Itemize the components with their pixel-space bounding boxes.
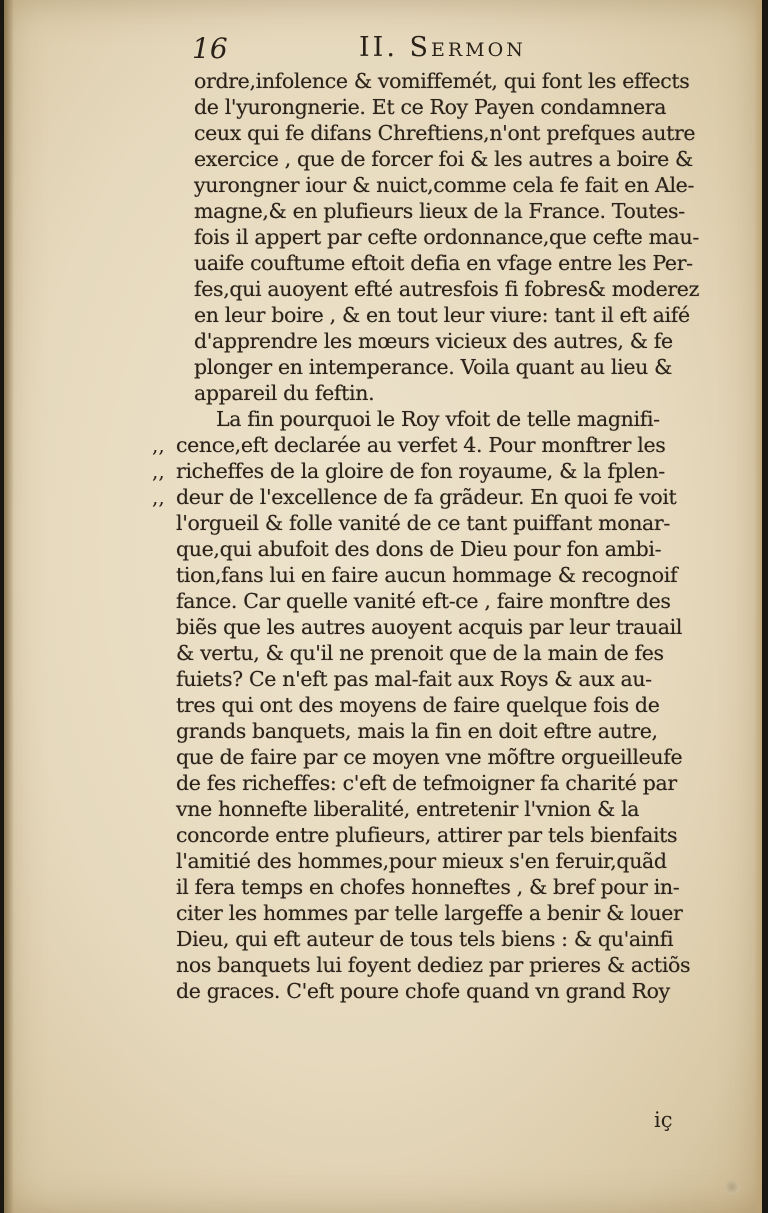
paper-stain <box>724 1179 740 1195</box>
page-shadow-left <box>4 0 14 1213</box>
text-line: fance. Car quelle vanité eft-ce , faire monftre des <box>176 589 671 613</box>
text-line: ordre,infolence & vomiffemét, qui font les effects <box>194 69 690 93</box>
text-line: richeffes de la gloire de fon royaume, & la fplen- <box>176 459 665 483</box>
text-line: concorde entre plufieurs, attirer par tels bienfaits <box>176 823 678 847</box>
catchword-signature: iç <box>654 1108 673 1132</box>
book-page <box>4 0 762 1213</box>
text-line: tion,fans lui en faire aucun hommage & recognoif <box>176 563 678 587</box>
page-number: 16 <box>192 32 228 65</box>
text-line: fes,qui auoyent efté autresfois fi fobres& moderez <box>194 277 700 301</box>
text-line: magne,& en plufieurs lieux de la France. Toutes- <box>194 199 685 223</box>
text-line: de graces. C'eft poure chofe quand vn grand Roy <box>176 979 670 1003</box>
text-line: uaife couftume eftoit defia en vfage entre les Per- <box>194 251 693 275</box>
text-line: vne honnefte liberalité, entretenir l'vnion & la <box>176 797 640 821</box>
text-line: La fin pourquoi le Roy vfoit de telle magnifi- <box>216 407 660 431</box>
text-line: Dieu, qui eft auteur de tous tels biens : & qu'ainfi <box>176 927 674 951</box>
text-line: yurongner iour & nuict,comme cela fe fait en Ale- <box>194 173 695 197</box>
margin-quote-mark: ,, <box>152 485 165 509</box>
text-line: cence,eft declarée au verfet 4. Pour monftrer les <box>176 433 666 457</box>
margin-quote-mark: ,, <box>152 459 165 483</box>
text-line: grands banquets, mais la fin en doit eftre autre, <box>176 719 658 743</box>
margin-quote-mark: ,, <box>152 433 165 457</box>
text-line: appareil du feftin. <box>194 381 375 405</box>
text-line: fois il appert par cefte ordonnance,que cefte mau- <box>194 225 699 249</box>
text-line: tres qui ont des moyens de faire quelque fois de <box>176 693 660 717</box>
text-line: en leur boire , & en tout leur viure: tant il eft aifé <box>194 303 690 327</box>
text-line: fuiets? Ce n'eft pas mal-fait aux Roys & aux au- <box>176 667 652 691</box>
text-line: plonger en intemperance. Voila quant au lieu & <box>194 355 673 379</box>
text-line: l'orgueil & folle vanité de ce tant puiffant monar- <box>176 511 670 535</box>
text-line: que de faire par ce moyen vne mõftre orgueilleufe <box>176 745 683 769</box>
text-line: l'amitié des hommes,pour mieux s'en feruir,quãd <box>176 849 667 873</box>
page-shadow-right <box>754 0 762 1213</box>
text-line: que,qui abufoit des dons de Dieu pour fon ambi- <box>176 537 662 561</box>
running-head: II. Sermon <box>359 32 526 63</box>
text-line: citer les hommes par telle largeffe a benir & louer <box>176 901 683 925</box>
text-line: deur de l'excellence de fa grãdeur. En quoi fe voit <box>176 485 677 509</box>
text-line: exercice , que de forcer foi & les autres a boire & <box>194 147 693 171</box>
text-line: d'apprendre les mœurs vicieux des autres, & fe <box>194 329 673 353</box>
page-header <box>4 28 762 68</box>
text-line: de fes richeffes: c'eft de tefmoigner fa charité par <box>176 771 677 795</box>
text-line: ceux qui fe difans Chreftiens,n'ont prefques autre <box>194 121 696 145</box>
text-line: il fera temps en chofes honneftes , & bref pour in- <box>176 875 680 899</box>
text-line: biẽs que les autres auoyent acquis par leur trauail <box>176 615 683 639</box>
text-line: de l'yurongnerie. Et ce Roy Payen condamnera <box>194 95 667 119</box>
text-line: & vertu, & qu'il ne prenoit que de la main de fes <box>176 641 664 665</box>
text-line: nos banquets lui foyent dediez par prieres & actiõs <box>176 953 691 977</box>
